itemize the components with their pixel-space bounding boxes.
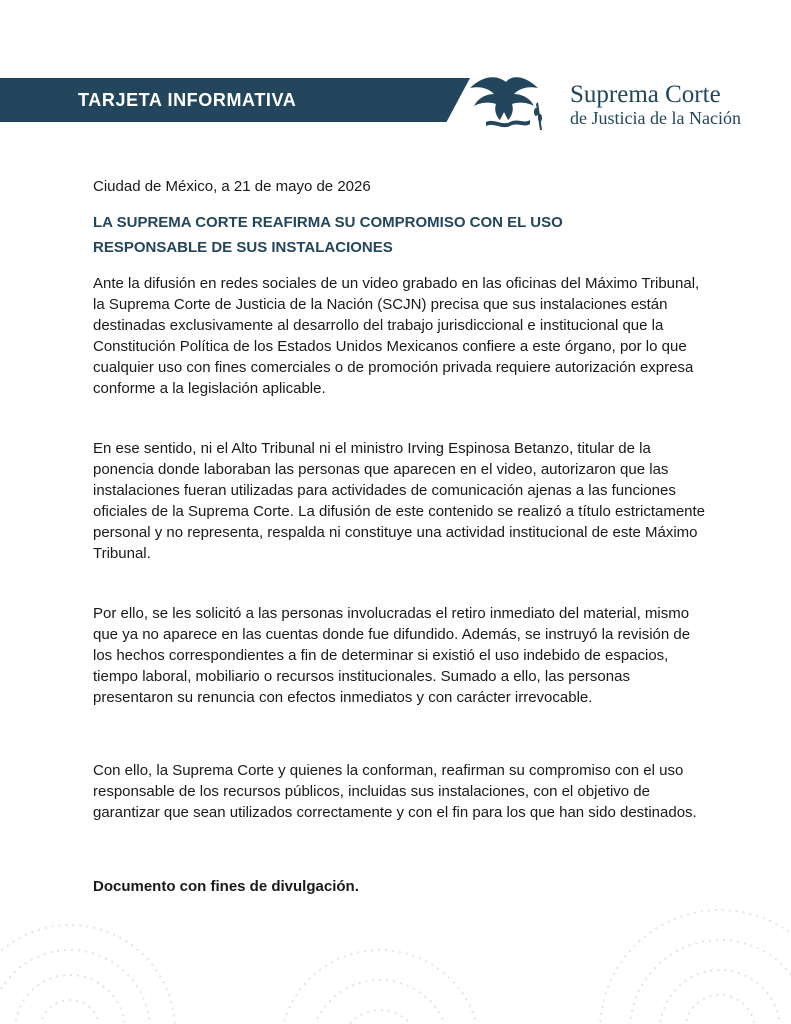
footer-note: Documento con fines de divulgación. [93,878,359,895]
institution-name-line1: Suprema Corte [570,81,721,108]
body-paragraph: En ese sentido, ni el Alto Tribunal ni el ministro Irving Espinosa Betanzo, titular de la ponencia donde laboraban las personas que aparecen en el video, autorizaron que las instalaciones fueran utilizadas para actividades de comunicación ajenas a las funciones oficiales de la Suprema Corte. La difusión de este contenido se realizó a título estrictamente personal y no representa, respalda ni constituye una actividad institucional de este Máximo Tribunal. [93,440,706,562]
eagle-seal-icon [466,72,546,132]
institution-name [570,82,741,128]
date-line: Ciudad de México, a 21 de mayo de 2026 [93,178,371,195]
body-paragraph: Por ello, se les solicitó a las personas involucradas el retiro inmediato del material, mismo que ya no aparece en las cuentas donde fue difundido. Además, se instruyó la revisión de los hechos correspondientes a fin de determinar si existió el uso indebido de espacios, tiempo laboral, mobiliario o recursos institucionales. Sumado a ello, las personas presentaron su renuncia con efectos inmediatos y con carácter irrevocable. [93,605,691,706]
background-dot-pattern [0,880,791,1024]
body-paragraph: Con ello, la Suprema Corte y quienes la conforman, reafirman su compromiso con el uso responsable de los recursos públicos, incluidas sus instalaciones, con el objetivo de garantizar que sean utilizados correctamente y con el fin para los que han sido destinados. [93,762,697,821]
institution-name-line2: de Justicia de la Nación [570,108,741,128]
document-type-title: TARJETA INFORMATIVA [78,90,297,110]
body-paragraph: Ante la difusión en redes sociales de un video grabado en las oficinas del Máximo Tribunal, la Suprema Corte de Justicia de la Nación (SCJN) precisa que sus instalaciones están destinadas exclusivamente al desarrollo del trabajo jurisdiccional e institucional que la Constitución Política de los Estados Unidos Mexicanos confiere a este órgano, por lo que cualquier uso con fines comerciales o de promoción privada requiere autorización expresa conforme a la legislación aplicable. [93,275,700,397]
headline: LA SUPREMA CORTE REAFIRMA SU COMPROMISO CON EL USO RESPONSABLE DE SUS INSTALACIONES [93,214,563,256]
